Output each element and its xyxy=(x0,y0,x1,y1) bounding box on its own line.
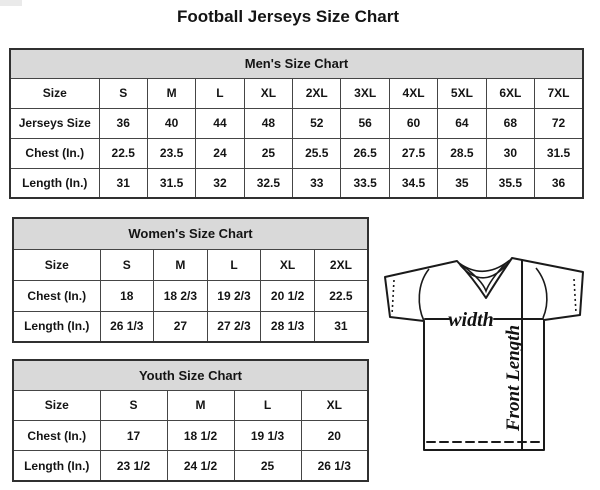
right-cuff-stitch xyxy=(574,279,576,313)
row-label-cell: Length (In.) xyxy=(13,311,100,342)
value-cell: 27 xyxy=(154,311,208,342)
value-cell: 22.5 xyxy=(314,280,368,311)
youth-size-table xyxy=(12,359,369,482)
width-label: width xyxy=(448,309,494,331)
value-cell: 72 xyxy=(535,108,583,138)
womens-size-table xyxy=(12,217,369,343)
value-cell: 60 xyxy=(389,108,437,138)
value-cell: 25 xyxy=(244,138,292,168)
value-cell: 17 xyxy=(100,421,167,451)
value-cell: 7XL xyxy=(535,78,583,108)
row-label-cell: Jerseys Size xyxy=(10,108,99,138)
mens-size-table xyxy=(9,48,584,199)
row-label-cell: Chest (In.) xyxy=(13,421,100,451)
value-cell: XL xyxy=(244,78,292,108)
value-cell: 20 xyxy=(301,421,368,451)
value-cell: XL xyxy=(301,390,368,420)
value-cell: 32 xyxy=(196,168,244,198)
table-row xyxy=(10,138,583,168)
womens-table-title: Women's Size Chart xyxy=(13,218,368,249)
value-cell: L xyxy=(234,390,301,420)
table-row xyxy=(13,390,368,420)
table-row xyxy=(13,249,368,280)
value-cell: S xyxy=(100,249,154,280)
value-cell: 28 1/3 xyxy=(261,311,315,342)
value-cell: M xyxy=(167,390,234,420)
page-title: Football Jerseys Size Chart xyxy=(176,7,400,26)
mens-table-header xyxy=(10,49,583,78)
value-cell: 2XL xyxy=(293,78,341,108)
value-cell: 68 xyxy=(486,108,534,138)
left-armhole-seam xyxy=(419,269,429,321)
value-cell: 56 xyxy=(341,108,389,138)
row-label-cell: Size xyxy=(13,249,100,280)
value-cell: L xyxy=(196,78,244,108)
value-cell: 44 xyxy=(196,108,244,138)
value-cell: 19 2/3 xyxy=(207,280,261,311)
table-row xyxy=(13,421,368,451)
value-cell: 31.5 xyxy=(535,138,583,168)
corner-artifact xyxy=(0,0,22,6)
value-cell: 2XL xyxy=(314,249,368,280)
value-cell: 28.5 xyxy=(438,138,486,168)
value-cell: 31.5 xyxy=(147,168,195,198)
table-row xyxy=(10,78,583,108)
mens-table-title: Men's Size Chart xyxy=(10,49,583,78)
value-cell: 6XL xyxy=(486,78,534,108)
womens-table-header xyxy=(13,218,368,249)
right-armhole-seam xyxy=(536,268,547,318)
value-cell: 52 xyxy=(293,108,341,138)
table-row xyxy=(13,451,368,481)
value-cell: 19 1/3 xyxy=(234,421,301,451)
value-cell: L xyxy=(207,249,261,280)
value-cell: 36 xyxy=(535,168,583,198)
value-cell: XL xyxy=(261,249,315,280)
value-cell: 22.5 xyxy=(99,138,147,168)
row-label-cell: Length (In.) xyxy=(10,168,99,198)
row-label-cell: Size xyxy=(10,78,99,108)
value-cell: 24 xyxy=(196,138,244,168)
value-cell: 31 xyxy=(99,168,147,198)
value-cell: 35 xyxy=(438,168,486,198)
value-cell: 26.5 xyxy=(341,138,389,168)
value-cell: 34.5 xyxy=(389,168,437,198)
value-cell: 32.5 xyxy=(244,168,292,198)
value-cell: 5XL xyxy=(438,78,486,108)
front-length-label: Front Length xyxy=(503,324,524,432)
value-cell: 18 2/3 xyxy=(154,280,208,311)
table-row xyxy=(13,280,368,311)
youth-table-header xyxy=(13,360,368,390)
row-label-cell: Chest (In.) xyxy=(10,138,99,168)
value-cell: 36 xyxy=(99,108,147,138)
value-cell: 40 xyxy=(147,108,195,138)
youth-table-title: Youth Size Chart xyxy=(13,360,368,390)
value-cell: 25 xyxy=(234,451,301,481)
value-cell: 27 2/3 xyxy=(207,311,261,342)
value-cell: 18 1/2 xyxy=(167,421,234,451)
value-cell: 30 xyxy=(486,138,534,168)
value-cell: 24 1/2 xyxy=(167,451,234,481)
value-cell: M xyxy=(154,249,208,280)
value-cell: 26 1/3 xyxy=(100,311,154,342)
value-cell: 33 xyxy=(293,168,341,198)
row-label-cell: Chest (In.) xyxy=(13,280,100,311)
value-cell: 31 xyxy=(314,311,368,342)
table-row xyxy=(13,311,368,342)
jersey-diagram xyxy=(366,242,600,488)
value-cell: 20 1/2 xyxy=(261,280,315,311)
value-cell: 27.5 xyxy=(389,138,437,168)
value-cell: 35.5 xyxy=(486,168,534,198)
value-cell: 23 1/2 xyxy=(100,451,167,481)
value-cell: S xyxy=(99,78,147,108)
value-cell: 18 xyxy=(100,280,154,311)
value-cell: 48 xyxy=(244,108,292,138)
value-cell: 26 1/3 xyxy=(301,451,368,481)
row-label-cell: Size xyxy=(13,390,100,420)
value-cell: 23.5 xyxy=(147,138,195,168)
value-cell: 64 xyxy=(438,108,486,138)
table-row xyxy=(10,108,583,138)
value-cell: S xyxy=(100,390,167,420)
left-cuff-stitch xyxy=(392,280,394,315)
value-cell: 3XL xyxy=(341,78,389,108)
value-cell: M xyxy=(147,78,195,108)
table-row xyxy=(10,168,583,198)
value-cell: 33.5 xyxy=(341,168,389,198)
row-label-cell: Length (In.) xyxy=(13,451,100,481)
value-cell: 25.5 xyxy=(293,138,341,168)
value-cell: 4XL xyxy=(389,78,437,108)
